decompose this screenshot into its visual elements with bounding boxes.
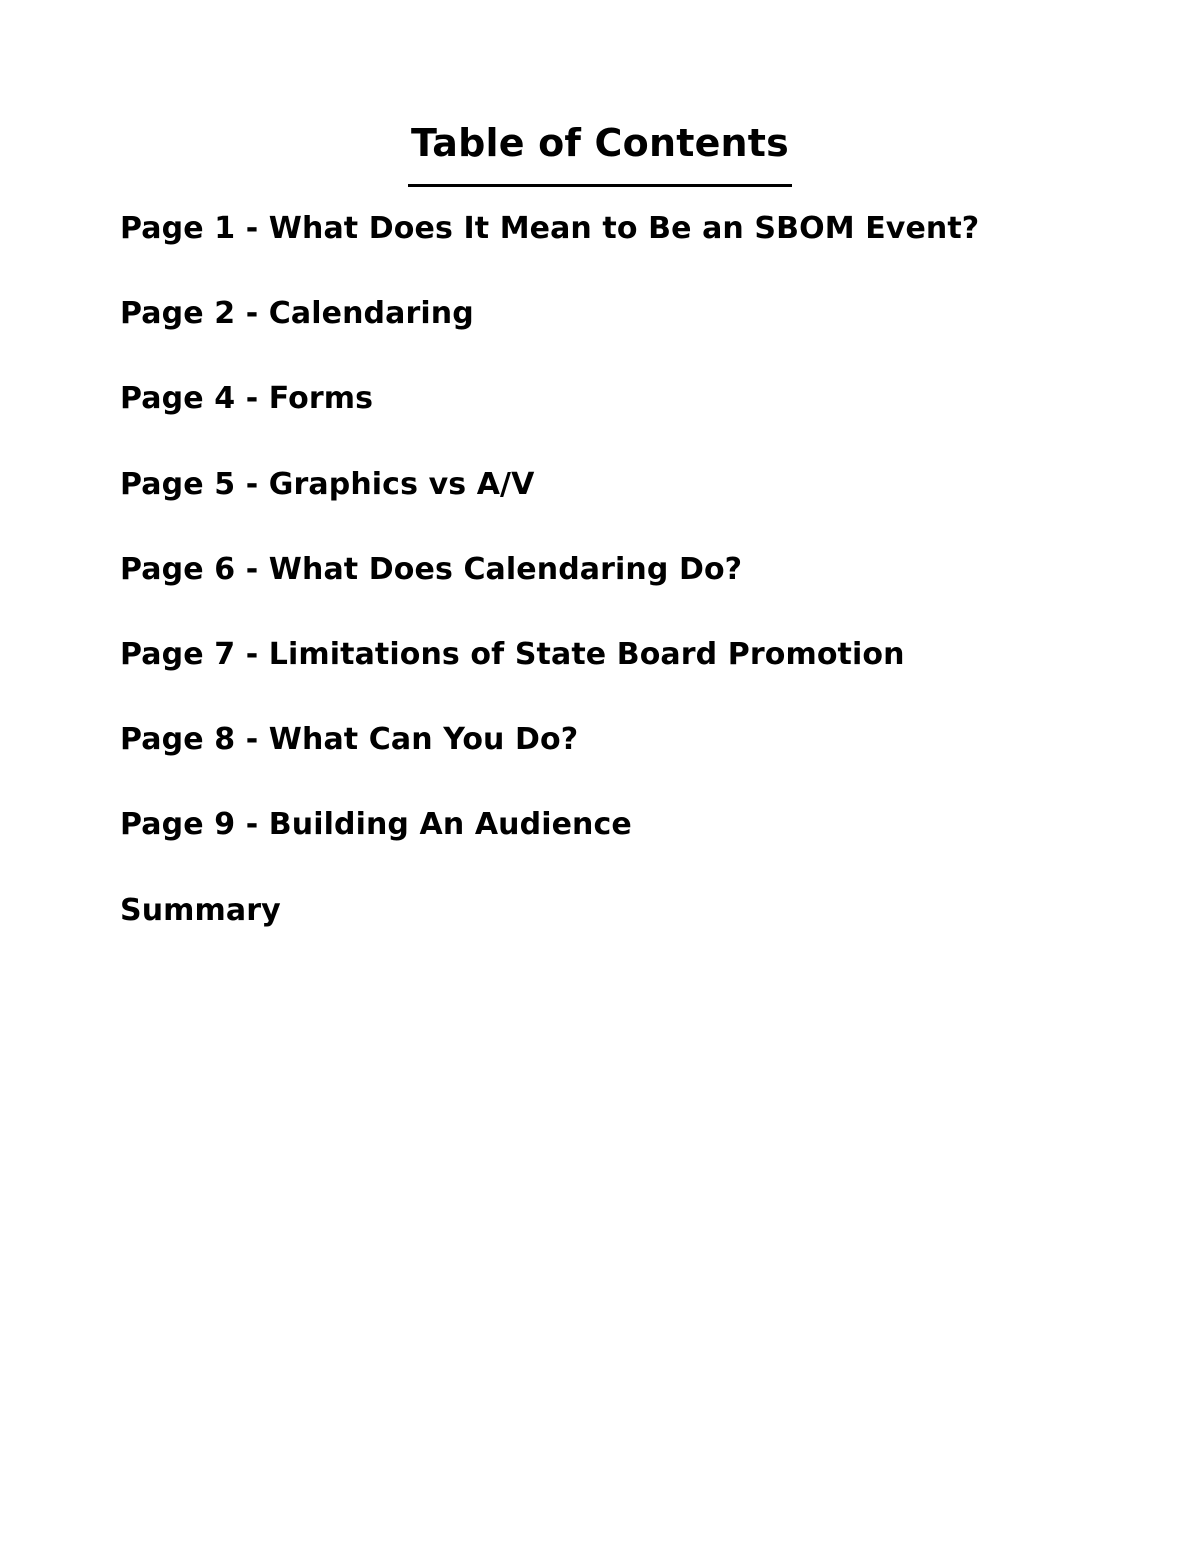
toc-entry: Page 7 - Limitations of State Board Promotion bbox=[120, 636, 905, 672]
toc-entry: Page 5 - Graphics vs A/V bbox=[120, 466, 535, 502]
toc-title: Table of Contents bbox=[411, 121, 789, 165]
title-underline bbox=[408, 184, 792, 187]
toc-entry: Page 9 - Building An Audience bbox=[120, 807, 632, 843]
toc-entry: Page 1 - What Does It Mean to Be an SBOM Event? bbox=[120, 211, 980, 246]
toc-list bbox=[120, 206, 979, 973]
toc-entry: Page 6 - What Does Calendaring Do? bbox=[120, 551, 743, 587]
toc-entry: Page 4 - Forms bbox=[120, 381, 374, 417]
toc-entry: Page 8 - What Can You Do? bbox=[120, 722, 579, 758]
toc-entry: Page 2 - Calendaring bbox=[120, 296, 474, 332]
toc-entry-summary: Summary bbox=[120, 892, 281, 928]
